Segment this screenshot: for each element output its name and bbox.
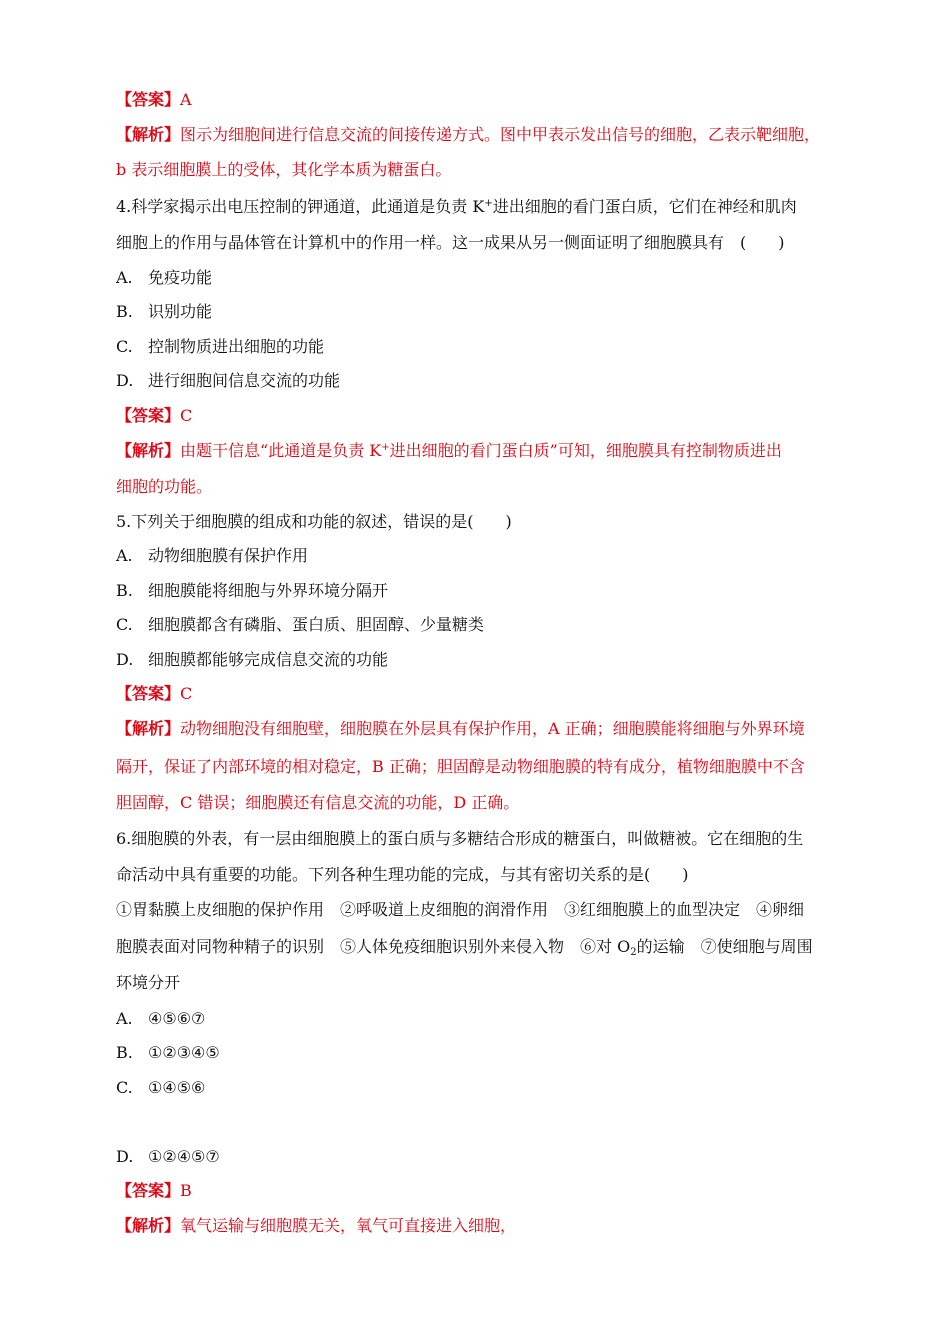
option-text: 细胞膜都能够完成信息交流的功能 — [148, 650, 389, 669]
analysis-text-b: 进出细胞的看门蛋白质”可知，细胞膜具有控制物质进出 — [389, 441, 782, 460]
analysis-tag: 【解析】 — [116, 441, 181, 460]
answer-tag: 【答案】 — [116, 90, 181, 109]
option-label: D. — [116, 650, 134, 669]
option-text: 细胞膜能将细胞与外界环境分隔开 — [148, 581, 389, 600]
q5-analysis-line-1 — [116, 719, 805, 739]
answer-value: B — [180, 1181, 192, 1200]
option-text: ④⑤⑥⑦ — [148, 1009, 206, 1028]
q5-analysis-line-3: 胆固醇，C 错误；细胞膜还有信息交流的功能，D 正确。 — [116, 793, 520, 812]
answer-tag: 【答案】 — [116, 684, 181, 703]
answer-tag: 【答案】 — [116, 1181, 181, 1200]
option-label: C. — [116, 337, 133, 356]
option-label: C. — [116, 615, 133, 634]
option-text: 免疫功能 — [148, 268, 213, 287]
q6-stem-line-1: 6.细胞膜的外表，有一层由细胞膜上的蛋白质与多糖结合形成的糖蛋白，叫做糖被。它在细胞的生 — [116, 829, 804, 848]
option-label: A. — [116, 546, 133, 565]
q4-stem-text-b: 进出细胞的看门蛋白质，它们在神经和肌肉 — [492, 197, 797, 216]
q5-option-a — [116, 546, 308, 566]
q3-analysis-line-2: b 表示细胞膜上的受体，其化学本质为糖蛋白。 — [116, 160, 452, 179]
analysis-superscript: + — [381, 442, 390, 453]
analysis-text: 动物细胞没有细胞壁，细胞膜在外层具有保护作用，A 正确；细胞膜能将细胞与外界环境 — [180, 719, 805, 738]
q5-stem: 5.下列关于细胞膜的组成和功能的叙述，错误的是( ) — [116, 512, 512, 531]
q4-analysis-line-2: 细胞的功能。 — [116, 477, 213, 496]
q4-analysis-line-1 — [116, 441, 782, 461]
q4-stem-line-2: 细胞上的作用与晶体管在计算机中的作用一样。这一成果从另一侧面证明了细胞膜具有 ( ) — [116, 233, 785, 252]
option-label: B. — [116, 1043, 133, 1062]
q5-analysis-line-2: 隔开，保证了内部环境的相对稳定，B 正确；胆固醇是动物细胞膜的特有成分，植物细胞膜中不含 — [116, 757, 805, 776]
q4-option-b — [116, 302, 212, 322]
q4-stem-line-1 — [116, 197, 797, 217]
q4-stem-text-a: 4.科学家揭示出电压控制的钾通道，此通道是负责 K — [116, 197, 485, 216]
q6-stem-line-2: 命活动中具有重要的功能。下列各种生理功能的完成，与其有密切关系的是( ) — [116, 865, 689, 884]
q6-answer — [116, 1181, 192, 1201]
answer-value: A — [180, 90, 192, 109]
option-text: 细胞膜都含有磷脂、蛋白质、胆固醇、少量糖类 — [148, 615, 485, 634]
q5-option-c — [116, 615, 484, 635]
q6-analysis-line-1 — [116, 1216, 516, 1236]
analysis-tag: 【解析】 — [116, 1216, 181, 1235]
q4-option-d — [116, 371, 340, 391]
option-label: D. — [116, 371, 134, 390]
option-label: A. — [116, 268, 133, 287]
option-text: ①④⑤⑥ — [148, 1078, 206, 1097]
option-text: ①②③④⑤ — [148, 1043, 220, 1062]
q4-stem-superscript: + — [484, 198, 493, 209]
option-text: 动物细胞膜有保护作用 — [148, 546, 309, 565]
answer-value: C — [180, 406, 193, 425]
q6-option-d — [116, 1147, 220, 1167]
option-label: B. — [116, 302, 133, 321]
q3-answer — [116, 90, 192, 110]
option-text: 识别功能 — [148, 302, 213, 321]
analysis-tag: 【解析】 — [116, 719, 181, 738]
q6-option-a — [116, 1009, 205, 1029]
q4-option-c — [116, 337, 324, 357]
q6-items-line-3: 环境分开 — [116, 973, 181, 992]
option-text: ①②④⑤⑦ — [148, 1147, 220, 1166]
option-label: C. — [116, 1078, 133, 1097]
analysis-tag: 【解析】 — [116, 125, 181, 144]
q4-answer — [116, 406, 192, 426]
q6-items-text-a: 胞膜表面对同物种精子的识别 ⑤人体免疫细胞识别外来侵入物 ⑥对 O — [116, 937, 631, 956]
q5-answer — [116, 684, 192, 704]
option-label: A. — [116, 1009, 133, 1028]
q6-items-subscript: 2 — [630, 947, 637, 958]
q6-items-line-2 — [116, 937, 813, 957]
q3-analysis-line-1 — [116, 125, 820, 145]
option-label: D. — [116, 1147, 134, 1166]
answer-tag: 【答案】 — [116, 406, 181, 425]
q6-option-c — [116, 1078, 205, 1098]
answer-value: C — [180, 684, 193, 703]
q4-option-a — [116, 268, 212, 288]
q5-option-b — [116, 581, 388, 601]
analysis-text: 图示为细胞间进行信息交流的间接传递方式。图中甲表示发出信号的细胞，乙表示靶细胞， — [180, 125, 821, 144]
q6-items-text-b: 的运输 ⑦使细胞与周围 — [636, 937, 813, 956]
q6-items-line-1: ①胃黏膜上皮细胞的保护作用 ②呼吸道上皮细胞的润滑作用 ③红细胞膜上的血型决定 ④卵细 — [116, 900, 805, 919]
analysis-text-a: 由题干信息“此通道是负责 K — [180, 441, 382, 460]
option-text: 进行细胞间信息交流的功能 — [148, 371, 341, 390]
analysis-text: 氧气运输与细胞膜无关，氧气可直接进入细胞， — [180, 1216, 517, 1235]
q6-option-b — [116, 1043, 220, 1063]
q5-option-d — [116, 650, 388, 670]
option-label: B. — [116, 581, 133, 600]
option-text: 控制物质进出细胞的功能 — [148, 337, 325, 356]
